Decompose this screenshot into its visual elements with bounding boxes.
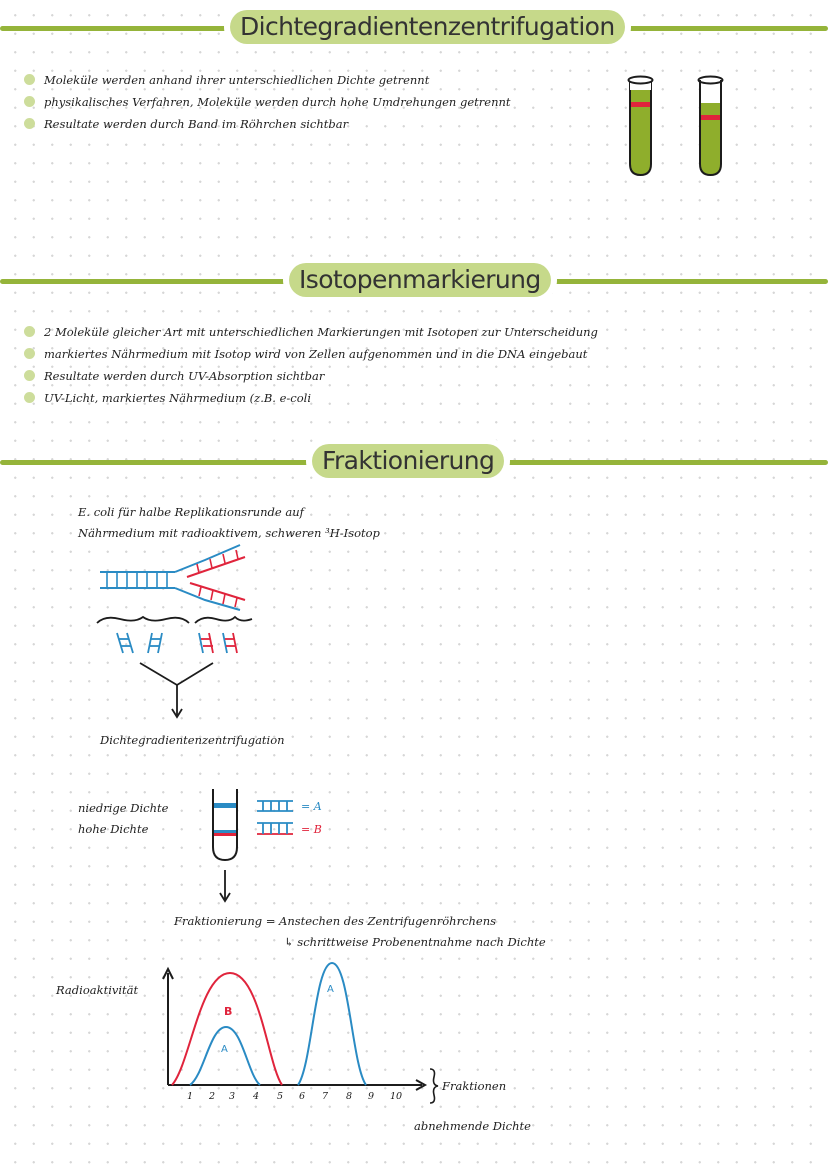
bullet-dot-icon <box>24 370 35 381</box>
dna-replication-diagram <box>95 555 255 725</box>
list-item: Resultate werden durch Band im Röhrchen sichtbar <box>22 113 511 135</box>
intro-text-line-1: E. coli für halbe Replikationsrunde auf <box>78 505 304 519</box>
y-axis-label: Radioaktivität <box>56 983 139 997</box>
list-item: Resultate werden durch UV-Absorption sichtbar <box>22 365 598 387</box>
bullet-dot-icon <box>24 118 35 129</box>
x-tick-label: 3 <box>229 1091 236 1102</box>
x-tick-label: 10 <box>390 1091 403 1102</box>
brace-icon <box>430 1069 438 1103</box>
x-tick-label: 7 <box>322 1091 329 1102</box>
x-tick-label: 9 <box>368 1091 375 1102</box>
x-tick-label: 8 <box>346 1091 353 1102</box>
test-tube-icon <box>213 789 237 860</box>
section-title: Dichtegradientenzentrifugation <box>230 10 625 44</box>
high-density-label: hohe Dichte <box>78 822 149 836</box>
bullet-list-dichtegradienten <box>22 69 511 135</box>
peak-label-a-small: A <box>221 1044 228 1055</box>
section-header-isotopen <box>0 263 828 299</box>
section-header-fraktionierung <box>0 444 828 480</box>
legend-a-label: = A <box>301 800 322 813</box>
bullet-list-isotopen <box>22 321 598 409</box>
test-tube-icon <box>629 77 653 176</box>
centrifuge-tube-diagram <box>205 785 345 905</box>
list-item: UV-Licht, markiertes Nährmedium (z.B. e-coli <box>22 387 598 409</box>
fraktionierung-definition-sub: ↳ schrittweise Probenentnahme nach Dichte <box>284 935 546 949</box>
list-item: 2 Moleküle gleicher Art mit unterschiedlichen Markierungen mit Isotopen zur Unterscheidung <box>22 321 598 343</box>
peak-label-b: B <box>224 1005 233 1018</box>
list-item: physikalisches Verfahren, Moleküle werden durch hohe Umdrehungen getrennt <box>22 91 511 113</box>
bullet-dot-icon <box>24 392 35 403</box>
test-tubes-illustration <box>620 72 730 182</box>
bullet-dot-icon <box>24 96 35 107</box>
section-header-dichtegradienten <box>0 10 828 46</box>
bullet-dot-icon <box>24 326 35 337</box>
intro-text-line-2: Nährmedium mit radioaktivem, schweren ³H-Isotop <box>78 526 380 540</box>
x-tick-label: 1 <box>187 1091 194 1102</box>
x-axis-label: Fraktionen <box>442 1079 507 1093</box>
low-density-label: niedrige Dichte <box>78 801 169 815</box>
series-a-right-curve <box>298 963 366 1085</box>
section-title: Isotopenmarkierung <box>289 263 551 297</box>
bullet-dot-icon <box>24 348 35 359</box>
section-title: Fraktionierung <box>312 444 504 478</box>
series-b-curve <box>172 973 282 1085</box>
radioactivity-graph <box>160 955 440 1105</box>
list-item: markiertes Nährmedium mit Isotop wird von Zellen aufgenommen und in die DNA eingebaut <box>22 343 598 365</box>
x-tick-label: 4 <box>253 1091 260 1102</box>
legend-b-label: = B <box>301 823 322 836</box>
list-item: Moleküle werden anhand ihrer unterschiedlichen Dichte getrennt <box>22 69 511 91</box>
bullet-dot-icon <box>24 74 35 85</box>
test-tube-icon <box>699 77 723 176</box>
x-tick-label: 2 <box>209 1091 216 1102</box>
x-axis-sub-label: abnehmende Dichte <box>414 1119 531 1133</box>
x-tick-label: 5 <box>277 1091 284 1102</box>
centrifugation-label: Dichtegradientenzentrifugation <box>100 733 285 747</box>
peak-label-a-right: A <box>327 984 334 995</box>
series-a-small-curve <box>190 1027 260 1085</box>
fraktionierung-definition: Fraktionierung = Anstechen des Zentrifugenröhrchens <box>174 914 497 928</box>
x-tick-label: 6 <box>299 1091 306 1102</box>
